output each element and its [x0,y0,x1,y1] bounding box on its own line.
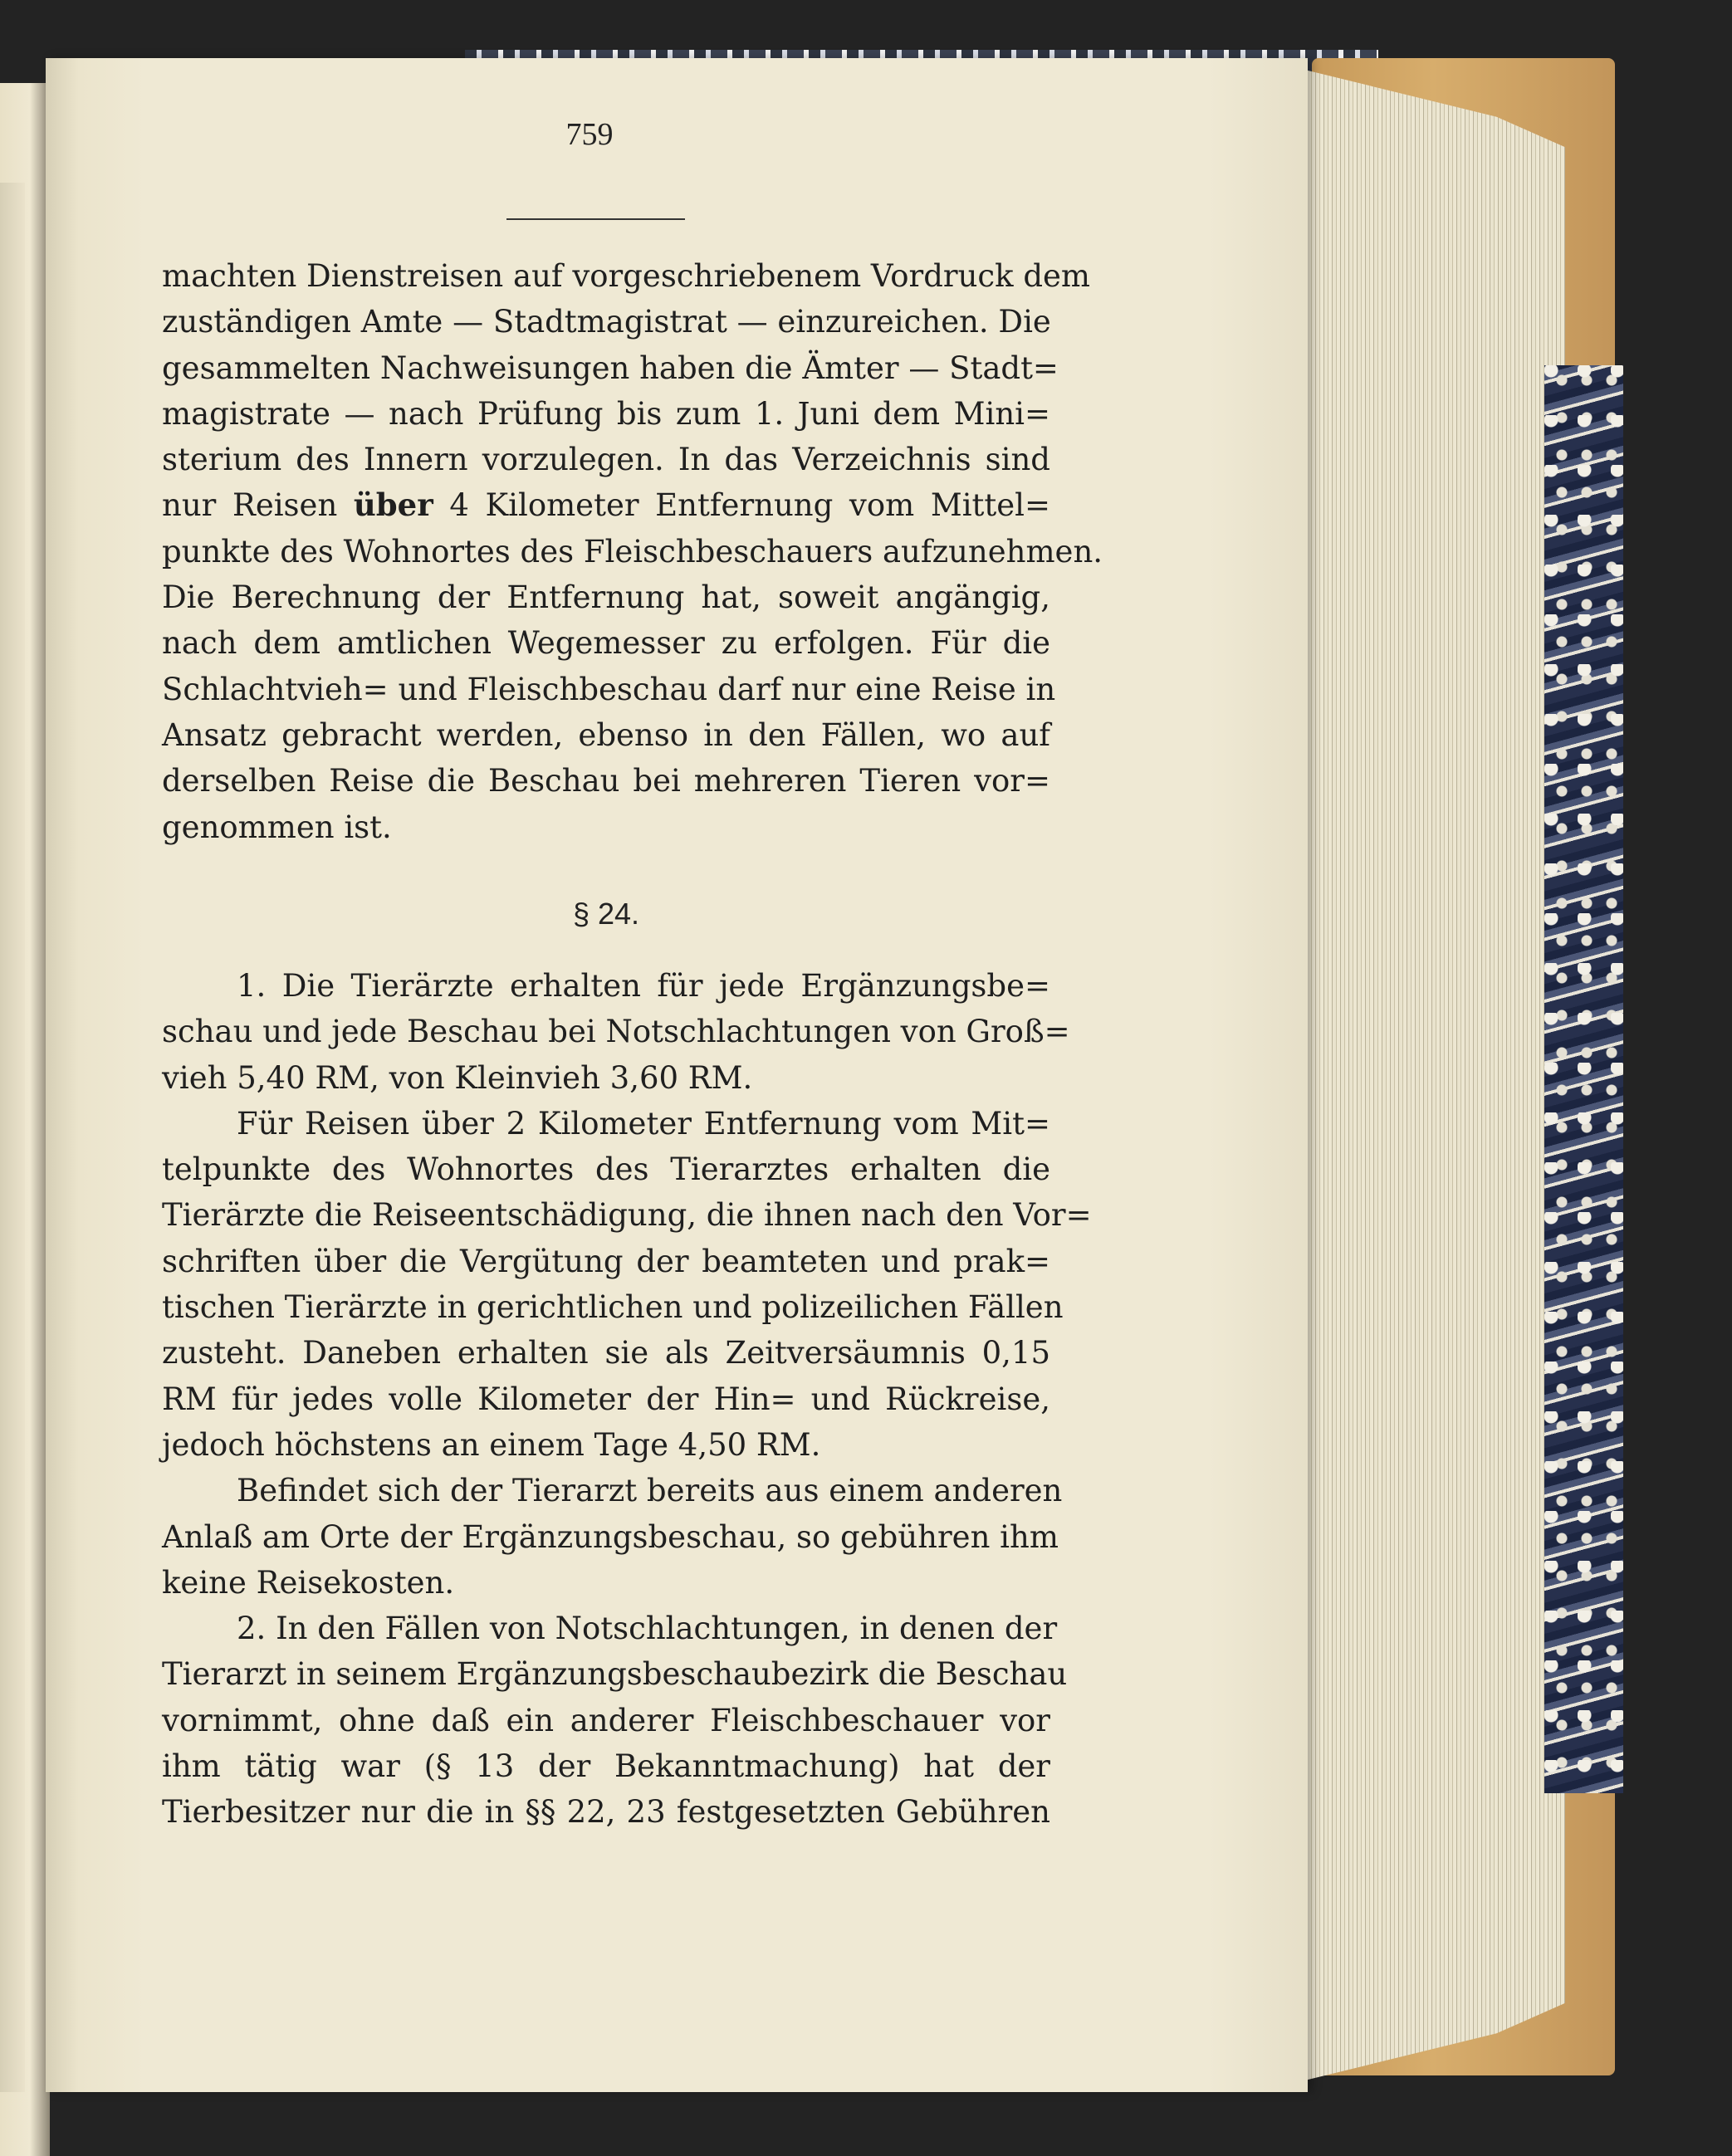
text-line: ihm tätig war (§ 13 der Bekanntmachung) hat der [162,1748,1050,1785]
text-line: jedoch höchstens an einem Tage 4,50 RM. [162,1426,821,1463]
text-line: Für Reisen über 2 Kilometer Entfernung vom Mit= [237,1105,1050,1142]
text-line: schau und jede Beschau bei Notschlachtungen von Groß= [162,1014,1070,1050]
text-line: keine Reisekosten. [162,1564,455,1601]
section-heading: § 24. [572,897,640,931]
text-line: Befindet sich der Tierarzt bereits aus einem anderen [237,1473,1063,1509]
left-page-edge [0,83,50,2156]
text-line: tischen Tierärzte in gerichtlichen und polizeilichen Fällen [162,1289,1064,1326]
text-line: zusteht. Daneben erhalten sie als Zeitversäumnis 0,15 [162,1335,1050,1371]
text-line: gesammelten Nachweisungen haben die Ämter — Stadt= [162,350,1059,386]
text-line: 1. Die Tierärzte erhalten für jede Ergänzungsbe= [237,968,1050,1004]
emphasized-word: über [353,486,433,524]
text-line: machten Dienstreisen auf vorgeschriebenem Vordruck dem [162,258,1090,294]
paragraph-1 [162,253,1103,850]
text-line: vornimmt, ohne daß ein anderer Fleischbeschauer vor [162,1702,1050,1738]
text-line: Tierbesitzer nur die in §§ 22, 23 festgesetzten Gebühren [162,1794,1050,1831]
text-line: RM für jedes volle Kilometer der Hin= und Rückreise, [162,1381,1050,1417]
text-line: derselben Reise die Beschau bei mehreren Tieren vor= [162,763,1050,799]
paragraphs-section-24 [162,963,1092,1836]
text-line: sterium des Innern vorzulegen. In das Verzeichnis sind [162,442,1050,478]
text-line: Ansatz gebracht werden, ebenso in den Fällen, wo auf [162,716,1050,753]
marbled-endpaper [1544,365,1623,1793]
header-rule [506,218,685,220]
text-line: Anlaß am Orte der Ergänzungsbeschau, so gebühren ihm [162,1518,1059,1555]
text-line: genommen ist. [162,809,392,845]
text-line: Schlachtvieh= und Fleischbeschau darf nur eine Reise in [162,671,1056,707]
text-line: 2. In den Fällen von Notschlachtungen, in denen der [237,1611,1058,1647]
text-line-with-emphasis: nur Reisen über 4 Kilometer Entfernung vom Mittel= [162,486,1051,524]
text-line: telpunkte des Wohnortes des Tierarztes erhalten die [162,1151,1050,1188]
text-line: vieh 5,40 RM, von Kleinvieh 3,60 RM. [162,1059,753,1096]
page-edges [1291,66,1565,2084]
text-line: Tierärzte die Reiseentschädigung, die ihnen nach den Vor= [162,1197,1092,1234]
text-line: nach dem amtlichen Wegemesser zu erfolgen. Für die [162,625,1050,662]
text-line: Die Berechnung der Entfernung hat, soweit angängig, [162,579,1050,616]
text-line: schriften über die Vergütung der beamteten und prak= [162,1243,1050,1279]
text-line: Tierarzt in seinem Ergänzungsbeschaubezirk die Beschau [162,1656,1068,1693]
text-line: punkte des Wohnortes des Fleischbeschauers aufzunehmen. [162,533,1103,570]
page-number: 759 [565,117,614,152]
text-line: magistrate — nach Prüfung bis zum 1. Juni dem Mini= [162,395,1050,432]
text-line: zuständigen Amte — Stadtmagistrat — einzureichen. Die [162,304,1051,340]
